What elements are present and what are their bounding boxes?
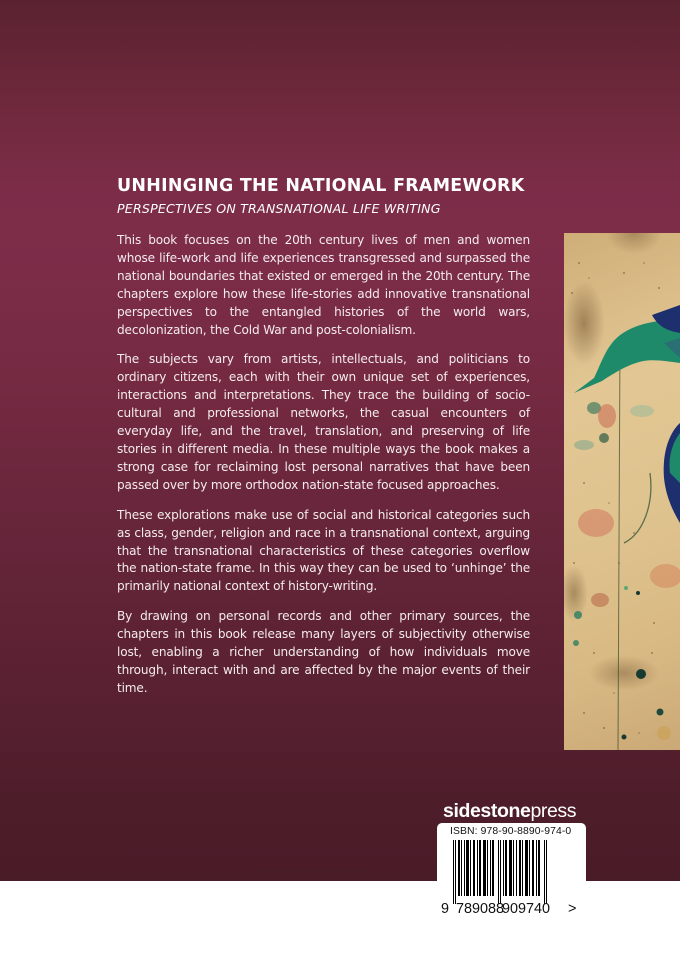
barcode-quiet-zone-marker: > bbox=[568, 901, 577, 917]
blurb bbox=[117, 232, 530, 710]
blurb-paragraph: This book focuses on the 20th century lives of men and women whose life-work and life experiences transgressed and surpassed the national boundaries that existed or emerged in the 20th century. The chapters explore how these life-stories add innovative transnational perspectives to the entangled histories of the world wars, decolonization, the Cold War and post-colonialism. bbox=[117, 233, 530, 337]
barcode-icon bbox=[453, 840, 547, 904]
publisher-logo-bold: sidestone bbox=[443, 800, 531, 822]
blurb-paragraph: The subjects vary from artists, intellectuals, and politicians to ordinary citizens, each with their own unique set of experiences, interactions and interpretations. They trace the building of socio-cultural and professional networks, the casual encounters of everyday life, and the travel, translation, and preserving of life stories in different media. In these multiple ways the book makes a strong case for reclaiming lost personal narratives that have been passed over by more orthodox nation-state focused approaches. bbox=[117, 352, 530, 492]
barcode-digits-group2: 909740 bbox=[502, 901, 551, 917]
book-title: UNHINGING THE NATIONAL FRAMEWORK bbox=[117, 176, 525, 196]
cover-artwork-image bbox=[564, 233, 680, 750]
isbn-label: ISBN: 978-90-8890-974-0 bbox=[450, 826, 572, 837]
book-subtitle: PERSPECTIVES ON TRANSNATIONAL LIFE WRITING bbox=[117, 201, 441, 216]
publisher-logo-light: press bbox=[530, 800, 577, 822]
publisher-logo bbox=[443, 800, 576, 823]
blurb-paragraph: These explorations make use of social and historical categories such as class, gender, religion and race in a transnational context, arguing that the transnational characteristics of these categories overflow the nation-state frame. In this way they can be used to ‘unhinge’ the primarily national context of history-writing. bbox=[117, 507, 530, 594]
paint-splatter-graphic bbox=[564, 233, 680, 750]
barcode-digits-group1: 789088 bbox=[456, 901, 505, 917]
barcode-prefix-digit: 9 bbox=[441, 901, 450, 917]
blurb-paragraph: By drawing on personal records and other primary sources, the chapters in this book release many layers of subjectivity otherwise lost, enabling a richer understanding of how individuals move through, interact with and are affected by the major events of their time. bbox=[117, 609, 530, 695]
title-block bbox=[117, 176, 525, 216]
